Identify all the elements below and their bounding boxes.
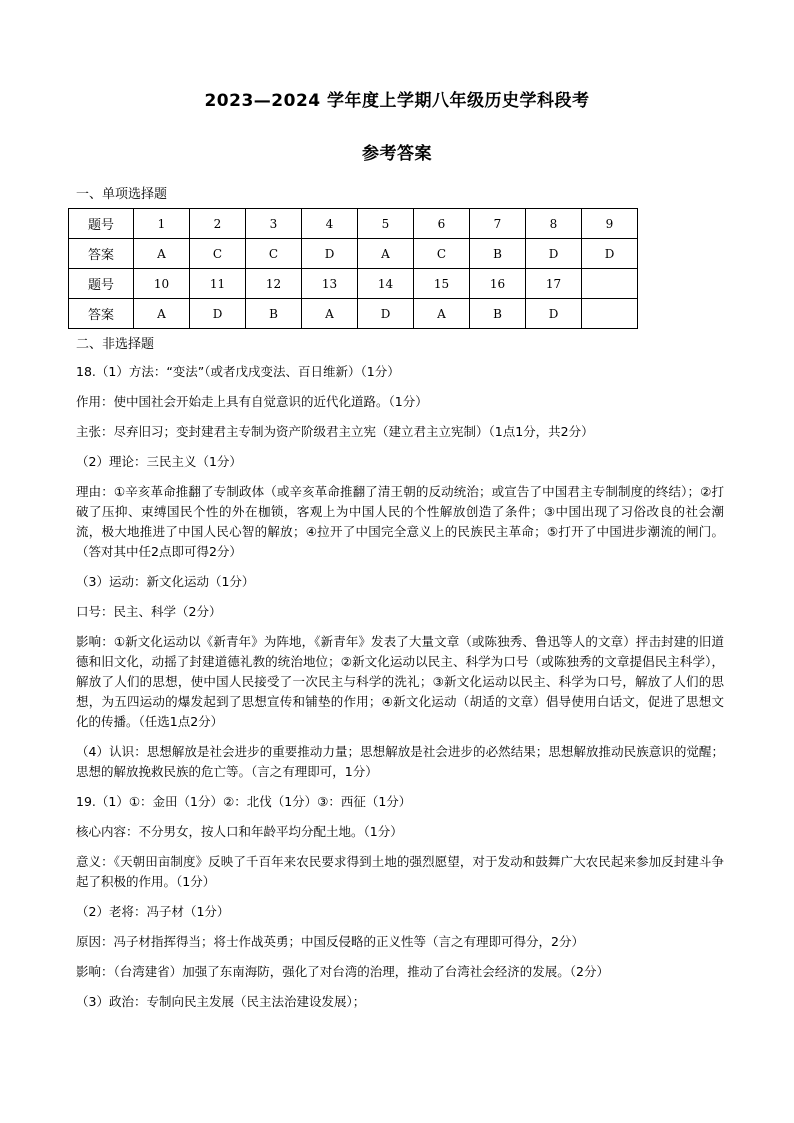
answer-paragraph: 意义：《天朝田亩制度》反映了千百年来农民要求得到土地的强烈愿望，对于发动和鼓舞广大农民起来参加反封建斗争起了积极的作用。（1分） bbox=[76, 854, 724, 889]
answer-paragraph: 影响：（台湾建省）加强了东南海防，强化了对台湾的治理，推动了台湾社会经济的发展。（2分） bbox=[76, 964, 609, 979]
section-heading-choice: 一、单项选择题 bbox=[76, 187, 168, 202]
table-cell: D bbox=[302, 239, 358, 269]
answer-paragraph: 理由：①辛亥革命推翻了专制政体（或辛亥革命推翻了清王朝的反动统治；或宣告了中国君主专制制度的终结）；②打破了压抑、束缚国民个性的外在枷锁，客观上为中国人民的个性解放创造了条件；③中国出现了习俗改良的社会潮流，极大地推进了中国人民心智的解放；④拉开了中国完全意义上的民族民主革命；⑤打开了中国进步潮流的闸门。（答对其中任2点即可得2分） bbox=[76, 484, 724, 559]
table-cell: D bbox=[358, 299, 414, 329]
table-cell bbox=[582, 299, 638, 329]
answer-paragraph: 18.（1）方法：“变法”（或者戊戌变法、百日维新）（1分） bbox=[76, 364, 400, 379]
table-cell: A bbox=[134, 299, 190, 329]
page-title: 2023—2024 学年度上学期八年级历史学科段考 bbox=[204, 91, 590, 111]
table-row bbox=[69, 269, 638, 299]
answer-paragraph: （4）认识：思想解放是社会进步的重要推动力量；思想解放是社会进步的必然结果；思想解放推动民族意识的觉醒；思想的解放挽救民族的危亡等。（言之有理即可，1分） bbox=[76, 744, 724, 779]
table-cell: D bbox=[526, 239, 582, 269]
table-cell: D bbox=[582, 239, 638, 269]
table-cell: D bbox=[190, 299, 246, 329]
table-cell: 7 bbox=[470, 209, 526, 239]
table-cell: A bbox=[302, 299, 358, 329]
table-cell: A bbox=[414, 299, 470, 329]
table-cell: 12 bbox=[246, 269, 302, 299]
table-cell: 4 bbox=[302, 209, 358, 239]
table-cell: C bbox=[414, 239, 470, 269]
table-cell: 3 bbox=[246, 209, 302, 239]
table-cell: 10 bbox=[134, 269, 190, 299]
table-cell: 题号 bbox=[69, 269, 134, 299]
table-cell: 11 bbox=[190, 269, 246, 299]
table-row bbox=[69, 239, 638, 269]
answer-paragraph: 影响：①新文化运动以《新青年》为阵地，《新青年》发表了大量文章（或陈独秀、鲁迅等人的文章）抨击封建的旧道德和旧文化，动摇了封建道德礼教的统治地位；②新文化运动以民主、科学为口号（或陈独秀的文章提倡民主科学），解放了人们的思想，使中国人民接受了一次民主与科学的洗礼；③新文化运动以民主、科学为口号，解放了人们的思想，为五四运动的爆发起到了思想宣传和铺垫的作用；④新文化运动（胡适的文章）倡导使用白话文，促进了思想文化的传播。（任选1点2分） bbox=[76, 634, 724, 729]
answer-paragraph: （3）政治：专制向民主发展（民主法治建设发展）； bbox=[76, 994, 366, 1009]
table-row bbox=[69, 299, 638, 329]
table-cell: C bbox=[246, 239, 302, 269]
table-cell: B bbox=[470, 239, 526, 269]
table-cell: 2 bbox=[190, 209, 246, 239]
table-cell: 答案 bbox=[69, 299, 134, 329]
table-cell: A bbox=[134, 239, 190, 269]
answer-body bbox=[76, 362, 724, 1022]
answer-paragraph: 核心内容：不分男女，按人口和年龄平均分配土地。（1分） bbox=[76, 824, 403, 839]
table-cell: 8 bbox=[526, 209, 582, 239]
answer-paragraph: 主张：尽弃旧习；变封建君主专制为资产阶级君主立宪（建立君主立宪制）（1点1分，共2分） bbox=[76, 424, 594, 439]
table-cell: B bbox=[470, 299, 526, 329]
answer-table bbox=[68, 208, 638, 329]
table-cell: 9 bbox=[582, 209, 638, 239]
table-cell: 13 bbox=[302, 269, 358, 299]
table-cell: 5 bbox=[358, 209, 414, 239]
table-cell: D bbox=[526, 299, 582, 329]
table-cell: C bbox=[190, 239, 246, 269]
table-cell: A bbox=[358, 239, 414, 269]
answer-paragraph: 19.（1）①：金田（1分）②：北伐（1分）③：西征（1分） bbox=[76, 794, 412, 809]
table-cell: 6 bbox=[414, 209, 470, 239]
table-cell: 15 bbox=[414, 269, 470, 299]
answer-paragraph: 作用：使中国社会开始走上具有自觉意识的近代化道路。（1分） bbox=[76, 394, 428, 409]
table-cell: 14 bbox=[358, 269, 414, 299]
answer-paragraph: （2）老将：冯子材（1分） bbox=[76, 904, 230, 919]
page-subtitle: 参考答案 bbox=[362, 144, 432, 164]
table-cell: 题号 bbox=[69, 209, 134, 239]
table-cell: 17 bbox=[526, 269, 582, 299]
table-row bbox=[69, 209, 638, 239]
table-cell bbox=[582, 269, 638, 299]
table-cell: B bbox=[246, 299, 302, 329]
answer-paragraph: （3）运动：新文化运动（1分） bbox=[76, 574, 255, 589]
answer-paragraph: 原因：冯子材指挥得当；将士作战英勇；中国反侵略的正义性等（言之有理即可得分，2分） bbox=[76, 934, 584, 949]
section-heading-nonchoice: 二、非选择题 bbox=[76, 337, 155, 352]
table-cell: 1 bbox=[134, 209, 190, 239]
answer-paragraph: （2）理论：三民主义（1分） bbox=[76, 454, 242, 469]
answer-paragraph: 口号：民主、科学（2分） bbox=[76, 604, 222, 619]
table-cell: 16 bbox=[470, 269, 526, 299]
table-cell: 答案 bbox=[69, 239, 134, 269]
